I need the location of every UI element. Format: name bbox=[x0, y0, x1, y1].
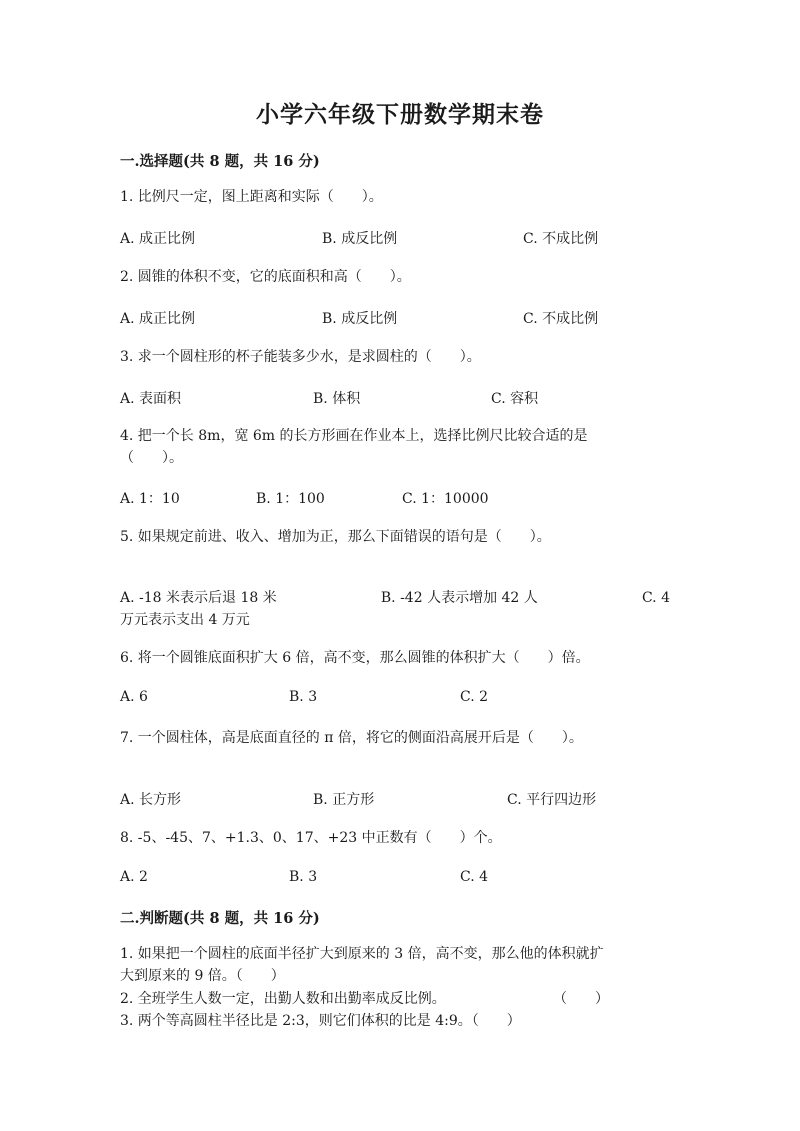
question-5-option-c: C. 4 bbox=[641, 590, 670, 606]
question-4-line-2: （ ）。 bbox=[120, 450, 183, 466]
question-1: 1. 比例尺一定，图上距离和实际（ ）。 bbox=[120, 189, 383, 205]
question-8-option-b: B. 3 bbox=[289, 869, 318, 885]
judgment-2-blank: （ ） bbox=[553, 991, 609, 1007]
question-7-option-b: B. 正方形 bbox=[313, 792, 375, 808]
question-7-option-a: A. 长方形 bbox=[120, 792, 182, 808]
question-3-option-a: A. 表面积 bbox=[120, 391, 182, 407]
question-7-option-c: C. 平行四边形 bbox=[507, 792, 597, 808]
question-4-option-a: A. 1：10 bbox=[120, 491, 180, 507]
question-8-option-c: C. 4 bbox=[460, 869, 489, 885]
question-8-option-a: A. 2 bbox=[120, 869, 148, 885]
question-4-option-c: C. 1：10000 bbox=[402, 491, 489, 507]
question-2-option-a: A. 成正比例 bbox=[120, 311, 196, 327]
question-6-option-b: B. 3 bbox=[289, 689, 318, 705]
page-title: 小学六年级下册数学期末卷 bbox=[256, 101, 544, 128]
question-3-option-c: C. 容积 bbox=[491, 391, 539, 407]
section-heading-choice: 一.选择题(共 8 题，共 16 分) bbox=[120, 153, 320, 170]
question-3: 3. 求一个圆柱形的杯子能装多少水，是求圆柱的（ ）。 bbox=[120, 349, 481, 365]
question-4 bbox=[120, 425, 670, 469]
judgment-3: 3. 两个等高圆柱半径比是 2:3，则它们体积的比是 4:9。（ ） bbox=[120, 1013, 521, 1029]
question-6-option-a: A. 6 bbox=[120, 689, 148, 705]
question-1-option-a: A. 成正比例 bbox=[120, 231, 196, 247]
question-5-options bbox=[120, 587, 670, 631]
question-8: 8. -5、-45、7、+1.3、0、17、+23 中正数有（ ）个。 bbox=[120, 830, 502, 846]
question-4-line-1: 4. 把一个长 8m，宽 6m 的长方形画在作业本上，选择比例尺比较合适的是 bbox=[120, 428, 588, 444]
question-6: 6. 将一个圆锥底面积扩大 6 倍，高不变，那么圆锥的体积扩大（ ）倍。 bbox=[120, 650, 590, 666]
question-4-option-b: B. 1：100 bbox=[256, 491, 325, 507]
question-1-option-c: C. 不成比例 bbox=[523, 231, 599, 247]
question-7: 7. 一个圆柱体，高是底面直径的 π 倍，将它的侧面沿高展开后是（ ）。 bbox=[120, 730, 583, 746]
question-5-option-b: B. -42 人表示增加 42 人 bbox=[380, 590, 538, 606]
question-2-option-c: C. 不成比例 bbox=[523, 311, 599, 327]
question-3-option-b: B. 体积 bbox=[313, 391, 361, 407]
question-1-option-b: B. 成反比例 bbox=[322, 231, 398, 247]
judgment-2: 2. 全班学生人数一定，出勤人数和出勤率成反比例。 bbox=[120, 991, 446, 1007]
section-heading-judgment: 二.判断题(共 8 题，共 16 分) bbox=[120, 910, 320, 927]
judgment-1-line-1: 1. 如果把一个圆柱的底面半径扩大到原来的 3 倍，高不变，那么他的体积就扩 bbox=[120, 946, 604, 962]
judgment-1-line-2: 大到原来的 9 倍。（ ） bbox=[120, 968, 285, 984]
question-5: 5. 如果规定前进、收入、增加为正，那么下面错误的语句是（ ）。 bbox=[120, 529, 551, 545]
question-2: 2. 圆锥的体积不变，它的底面积和高（ ）。 bbox=[120, 269, 411, 285]
question-2-option-b: B. 成反比例 bbox=[322, 311, 398, 327]
judgment-1 bbox=[120, 943, 670, 987]
question-6-option-c: C. 2 bbox=[460, 689, 489, 705]
question-5-option-a: A. -18 米表示后退 18 米 bbox=[120, 590, 277, 606]
question-5-option-c-wrap: 万元表示支出 4 万元 bbox=[120, 612, 250, 628]
